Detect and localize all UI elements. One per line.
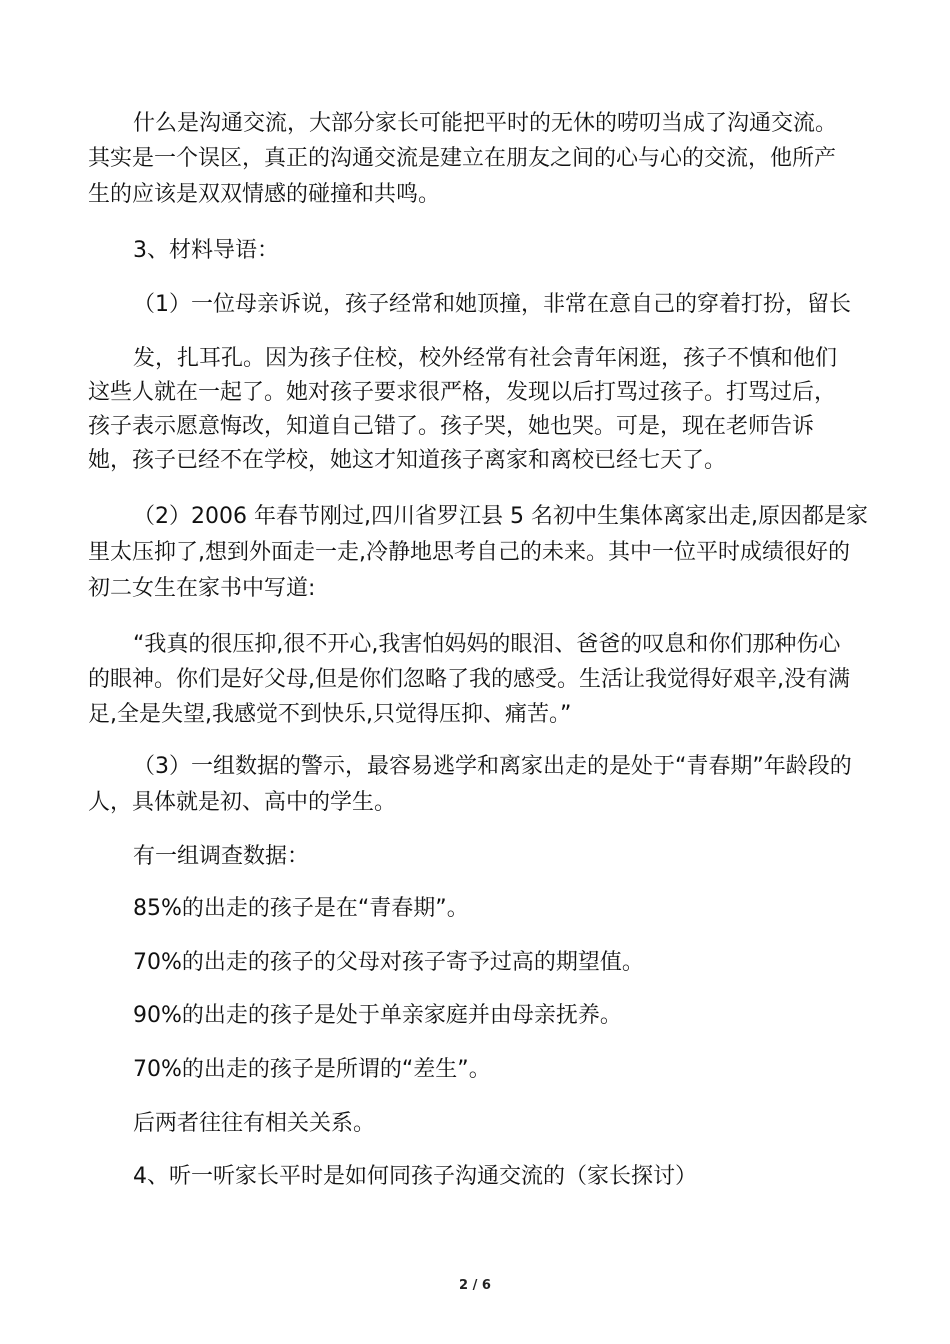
text-line: 初二女生在家书中写道: — [88, 576, 316, 601]
text-line: 她，孩子已经不在学校，她这才知道孩子离家和离校已经七天了。 — [88, 448, 727, 473]
quote-line: “我真的很压抑,很不开心,我害怕妈妈的眼泪、爸爸的叹息和你们那种伤心 — [133, 632, 841, 657]
text-line: 什么是沟通交流，大部分家长可能把平时的无休的唠叨当成了沟通交流。 — [133, 111, 838, 136]
text-line: 孩子表示愿意悔改，知道自己错了。孩子哭，她也哭。可是，现在老师告诉 — [88, 414, 815, 439]
text-line: （2）2006 年春节刚过,四川省罗江县 5 名初中生集体离家出走,原因都是家 — [133, 504, 868, 529]
statistic-line: 70%的出走的孩子是所谓的“差生”。 — [133, 1057, 491, 1082]
text-line: （3）一组数据的警示，最容易逃学和离家出走的是处于“青春期”年龄段的 — [133, 754, 852, 779]
text-line: 这些人就在一起了。她对孩子要求很严格，发现以后打骂过孩子。打骂过后， — [88, 380, 837, 405]
quote-line: 的眼神。你们是好父母,但是你们忽略了我的感受。生活让我觉得好艰辛,没有满 — [88, 667, 850, 692]
text-line: 人，具体就是初、高中的学生。 — [88, 790, 397, 815]
section-heading: 4、听一听家长平时是如何同孩子沟通交流的（家长探讨） — [133, 1164, 697, 1189]
text-line: 后两者往往有相关关系。 — [133, 1111, 376, 1136]
page-number: 2 / 6 — [459, 1278, 491, 1293]
quote-line: 足,全是失望,我感觉不到快乐,只觉得压抑、痛苦。” — [88, 702, 572, 727]
text-line: 有一组调查数据： — [133, 844, 310, 869]
text-line: 生的应该是双双情感的碰撞和共鸣。 — [88, 182, 441, 207]
text-line: 发，扎耳孔。因为孩子住校，校外经常有社会青年闲逛，孩子不慎和他们 — [133, 346, 838, 371]
statistic-line: 85%的出走的孩子是在“青春期”。 — [133, 896, 469, 921]
statistic-line: 90%的出走的孩子是处于单亲家庭并由母亲抚养。 — [133, 1003, 622, 1028]
section-heading: 3、材料导语： — [133, 238, 279, 263]
text-line: 里太压抑了,想到外面走一走,冷静地思考自己的未来。其中一位平时成绩很好的 — [88, 540, 850, 565]
text-line: （1）一位母亲诉说，孩子经常和她顶撞，非常在意自己的穿着打扮，留长 — [133, 292, 851, 317]
statistic-line: 70%的出走的孩子的父母对孩子寄予过高的期望值。 — [133, 950, 644, 975]
text-line: 其实是一个误区，真正的沟通交流是建立在朋友之间的心与心的交流，他所产 — [88, 146, 837, 171]
